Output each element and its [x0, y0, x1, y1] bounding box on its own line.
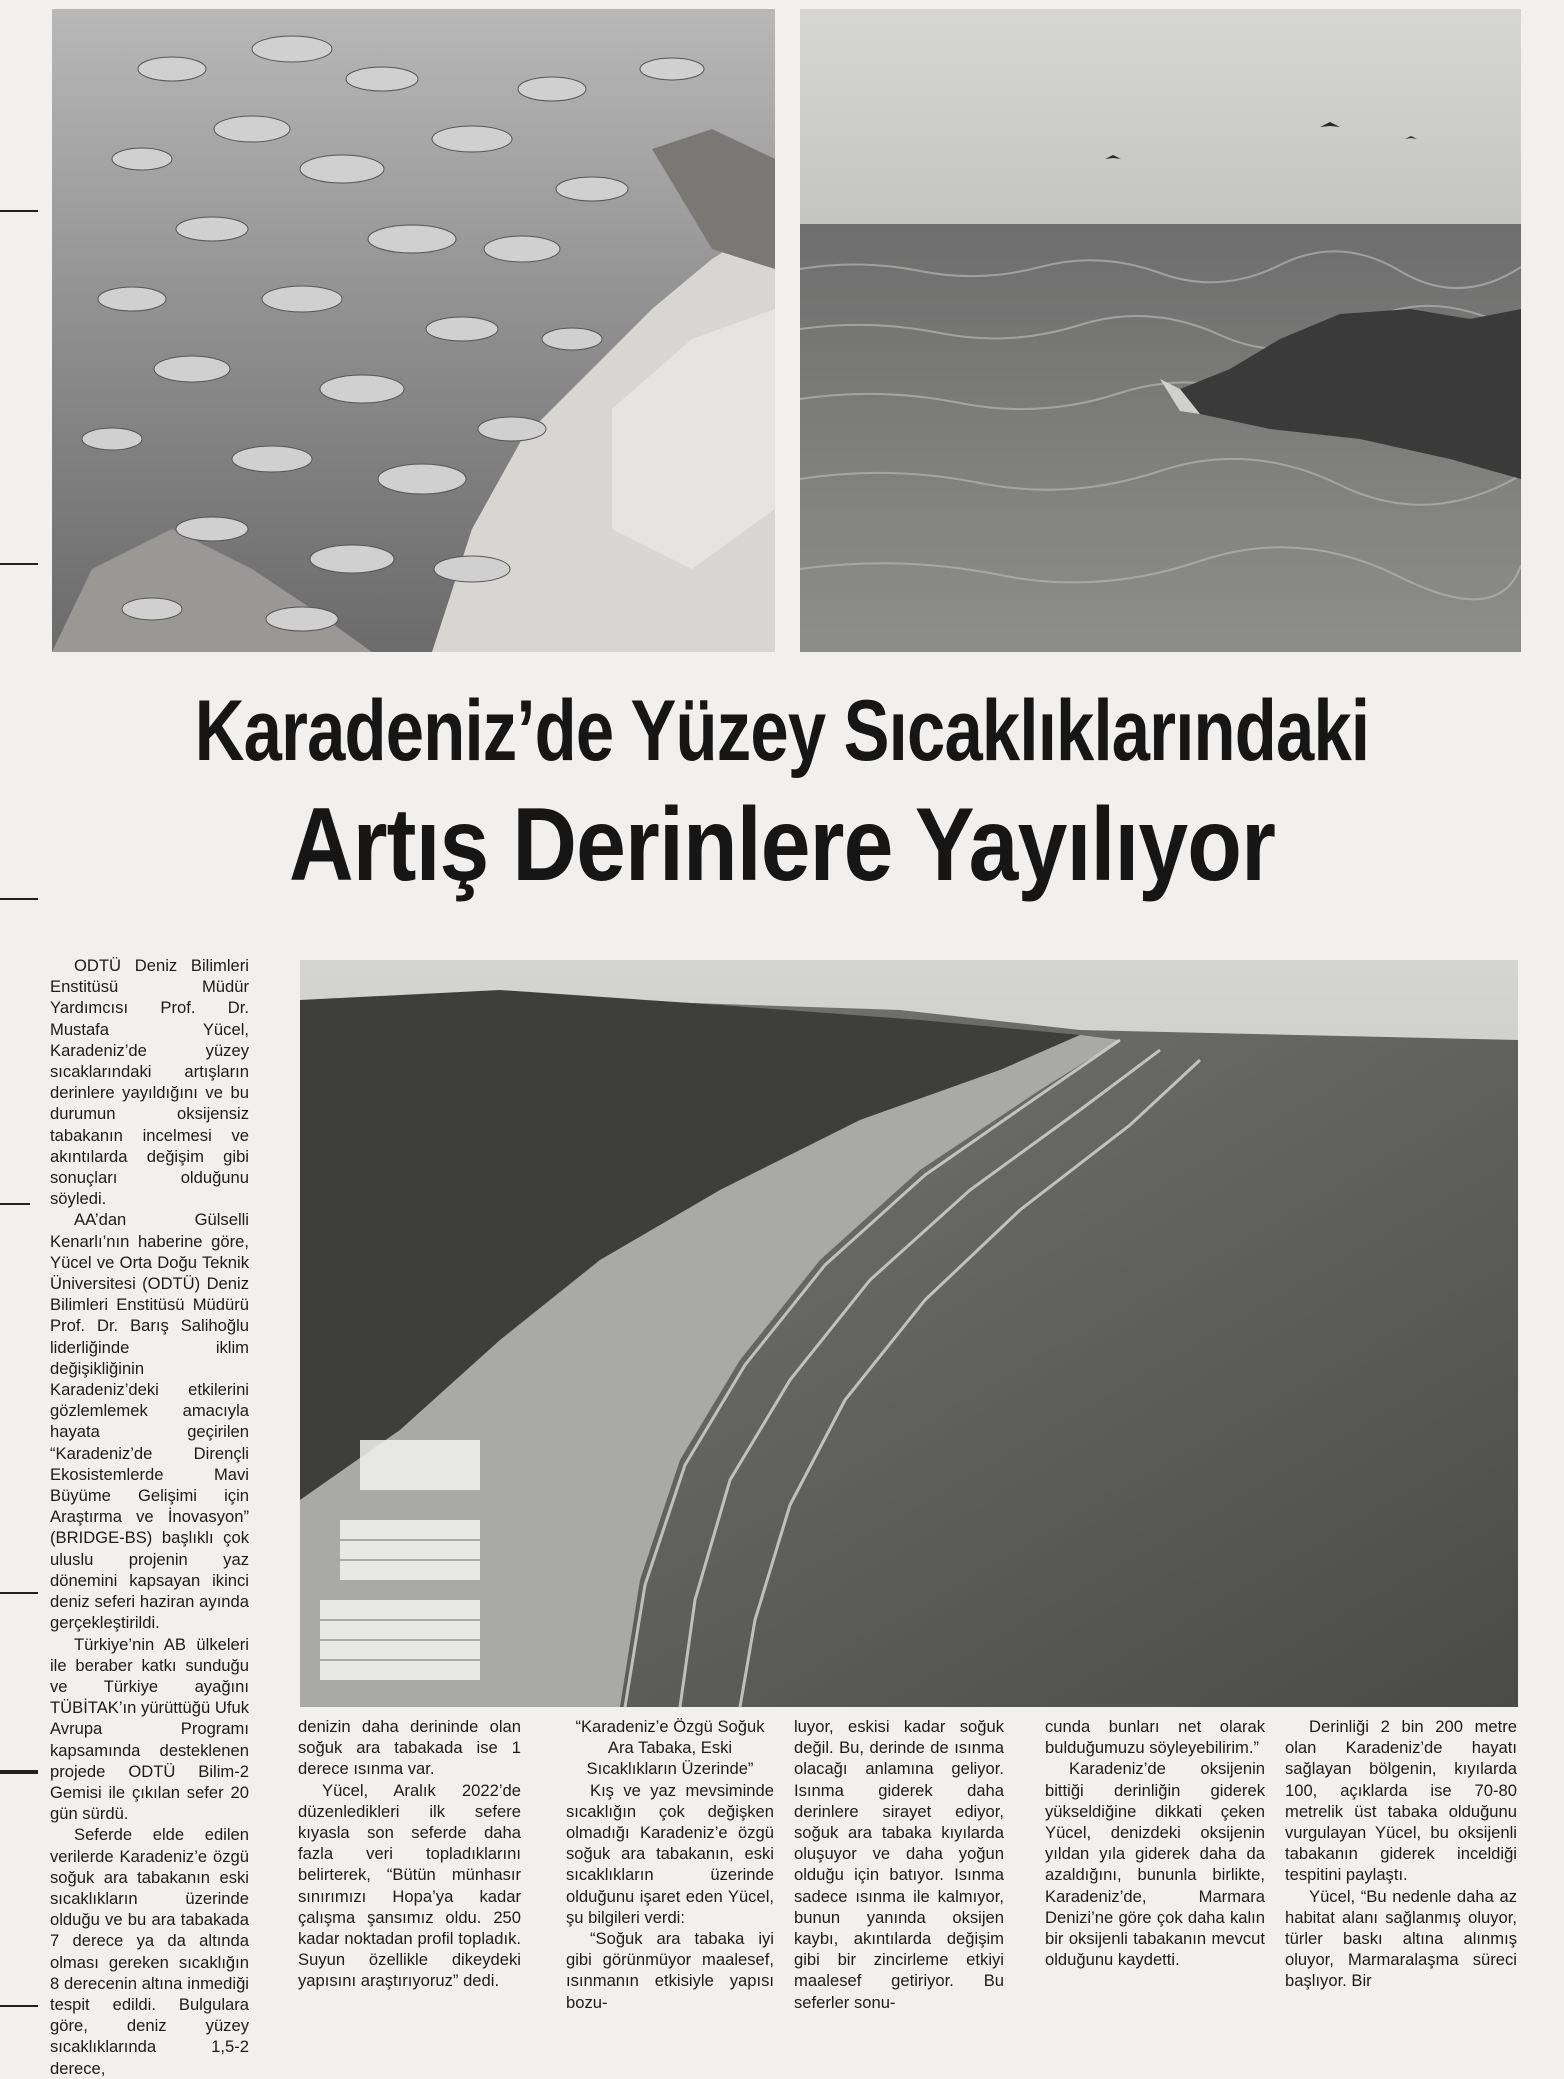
margin-mark	[0, 1203, 30, 1205]
headline-line2: Artış Derinlere Yayılıyor	[288, 787, 1276, 903]
column2-paragraph: denizin daha derininde olan soğuk ara tabakada ise 1 derece ısınma var.	[298, 1717, 521, 1779]
article-column-3	[566, 1716, 774, 2013]
margin-mark	[0, 2005, 38, 2007]
fish-underwater-photo	[52, 9, 775, 652]
column2-paragraph: Yücel, Aralık 2022’de düzenledikleri ilk sefere kıyasla son seferde daha fazla veri topladıklarını belirterek, “Bütün münhasır sınırımızı Hopa’ya kadar çalışma şansımız oldu. 250 kadar noktadan profil topladık. Suyun özellikle dikeydeki yapısını araştırıyoruz” dedi.	[298, 1780, 521, 1991]
article-column-5	[1045, 1716, 1265, 1970]
margin-mark	[0, 1770, 38, 1774]
column5-paragraph: cunda bunları net olarak bulduğumuzu söyleyebilirim.”	[1045, 1717, 1265, 1758]
column5-paragraph: Karadeniz’de oksijenin bittiği derinliğin giderek yükseldiğine dikkati çeken Yücel, denizdeki oksijenin yıldan yıla giderek daha da azaldığını, bununla birlikte, Karadeniz’de, Marmara Denizi’ne göre çok daha kalın bir oksijenli tabakanın mevcut olduğunu kaydetti.	[1045, 1759, 1265, 1970]
column1-paragraph: Türkiye’nin AB ülkeleri ile beraber katkı sunduğu ve Türkiye ayağını TÜBİTAK’ın yürüttüğü Ufuk Avrupa Programı kapsamında desteklenen projede ODTÜ Bilim-2 Gemisi ile çıkılan sefer 20 gün sürdü.	[50, 1634, 249, 1824]
article-column-4	[794, 1716, 1004, 2013]
column6-paragraph: Yücel, “Bu nedenle daha az habitat alanı sağlanmış oluyor, türler baskı altına alınmış oluyor, Marmaralaşma süreci başlıyor. Bir	[1285, 1886, 1517, 1991]
margin-mark	[0, 898, 38, 900]
column4-paragraph: luyor, eskisi kadar soğuk değil. Bu, derinde de ısınma olacağı anlamına geliyor. Isınma giderek daha derinlere sirayet ediyor, soğuk ara tabaka kıyılarda oluşuyor ve daha yoğun olduğu için batıyor. Isınma sadece ısınma ile kalmıyor, bunun yanında oksijen kaybı, akıntılarda değişim gibi bir zincirleme etkiyi maalesef getiriyor. Bu seferler sonu-	[794, 1717, 1004, 2012]
column3-paragraph: Kış ve yaz mevsiminde sıcaklığın çok değişken olmadığı Karadeniz’e özgü soğuk ara tabakanın, eski sıcaklıkların üzerinde olduğunu işaret eden Yücel, şu bilgileri verdi:	[566, 1780, 774, 1927]
column3-subheading: “Karadeniz’e Özgü Soğuk Ara Tabaka, Eski Sıcaklıkların Üzerinde”	[575, 1717, 765, 1779]
article-column-2	[298, 1716, 521, 1992]
margin-mark	[0, 563, 38, 565]
article-column-1	[50, 955, 249, 2079]
column3-paragraph: “Soğuk ara tabaka iyi gibi görünmüyor maalesef, ısınmanın etkisiyle yapısı bozu-	[566, 1929, 774, 2012]
rough-sea-photo	[800, 9, 1521, 652]
column1-paragraph: Seferde elde edilen verilerde Karadeniz’e özgü soğuk ara tabakanın eski sıcaklıkların üzerinde olduğu ve bu ara tabakada 7 derece ya da altında olması gereken sıcaklığın 8 derecenin altına inmediği tespit edildi. Bulgulara göre, deniz yüzey sıcaklıklarında 1,5-2 derece,	[50, 1825, 249, 2078]
margin-mark	[0, 210, 38, 212]
column1-paragraph: AA’dan Gülselli Kenarlı’nın haberine göre, Yücel ve Orta Doğu Teknik Üniversitesi (ODTÜ) Deniz Bilimleri Enstitüsü Müdürü Prof. Dr. Barış Salihoğlu liderliğinde iklim değişikliğinin Karadeniz’deki etkilerini gözlemlemek amacıyla hayata geçirilen “Karadeniz’de Dirençli Ekosistemlerde Mavi Büyüme Gelişimi için Araştırma ve İnovasyon” (BRIDGE-BS) başlıklı çok uluslu projenin yaz dönemini kapsayan ikinci deniz seferi haziran ayında gerçekleştirildi.	[50, 1210, 249, 1633]
aerial-coast-photo	[300, 960, 1518, 1707]
headline-line1: Karadeniz’de Yüzey Sıcaklıklarındaki	[194, 683, 1370, 779]
column1-paragraph: ODTÜ Deniz Bilimleri Enstitüsü Müdür Yardımcısı Prof. Dr. Mustafa Yücel, Karadeniz’de yüzey sıcaklarındaki artışların derinlere yayıldığını ve bu durumun oksijensiz tabakanın incelmesi ve akıntılarda değişim gibi sonuçları olduğunu söyledi.	[50, 956, 249, 1209]
article-column-6	[1285, 1716, 1517, 1992]
column6-paragraph: Derinliği 2 bin 200 metre olan Karadeniz’de hayatı sağlayan bölgenin, kıyılarda 100, açıklarda ise 70-80 metrelik üst tabaka olduğunu vurgulayan Yücel, bu oksijenli tabakanın giderek inceldiği tespitini paylaştı.	[1285, 1717, 1517, 1885]
margin-mark	[0, 1592, 38, 1594]
